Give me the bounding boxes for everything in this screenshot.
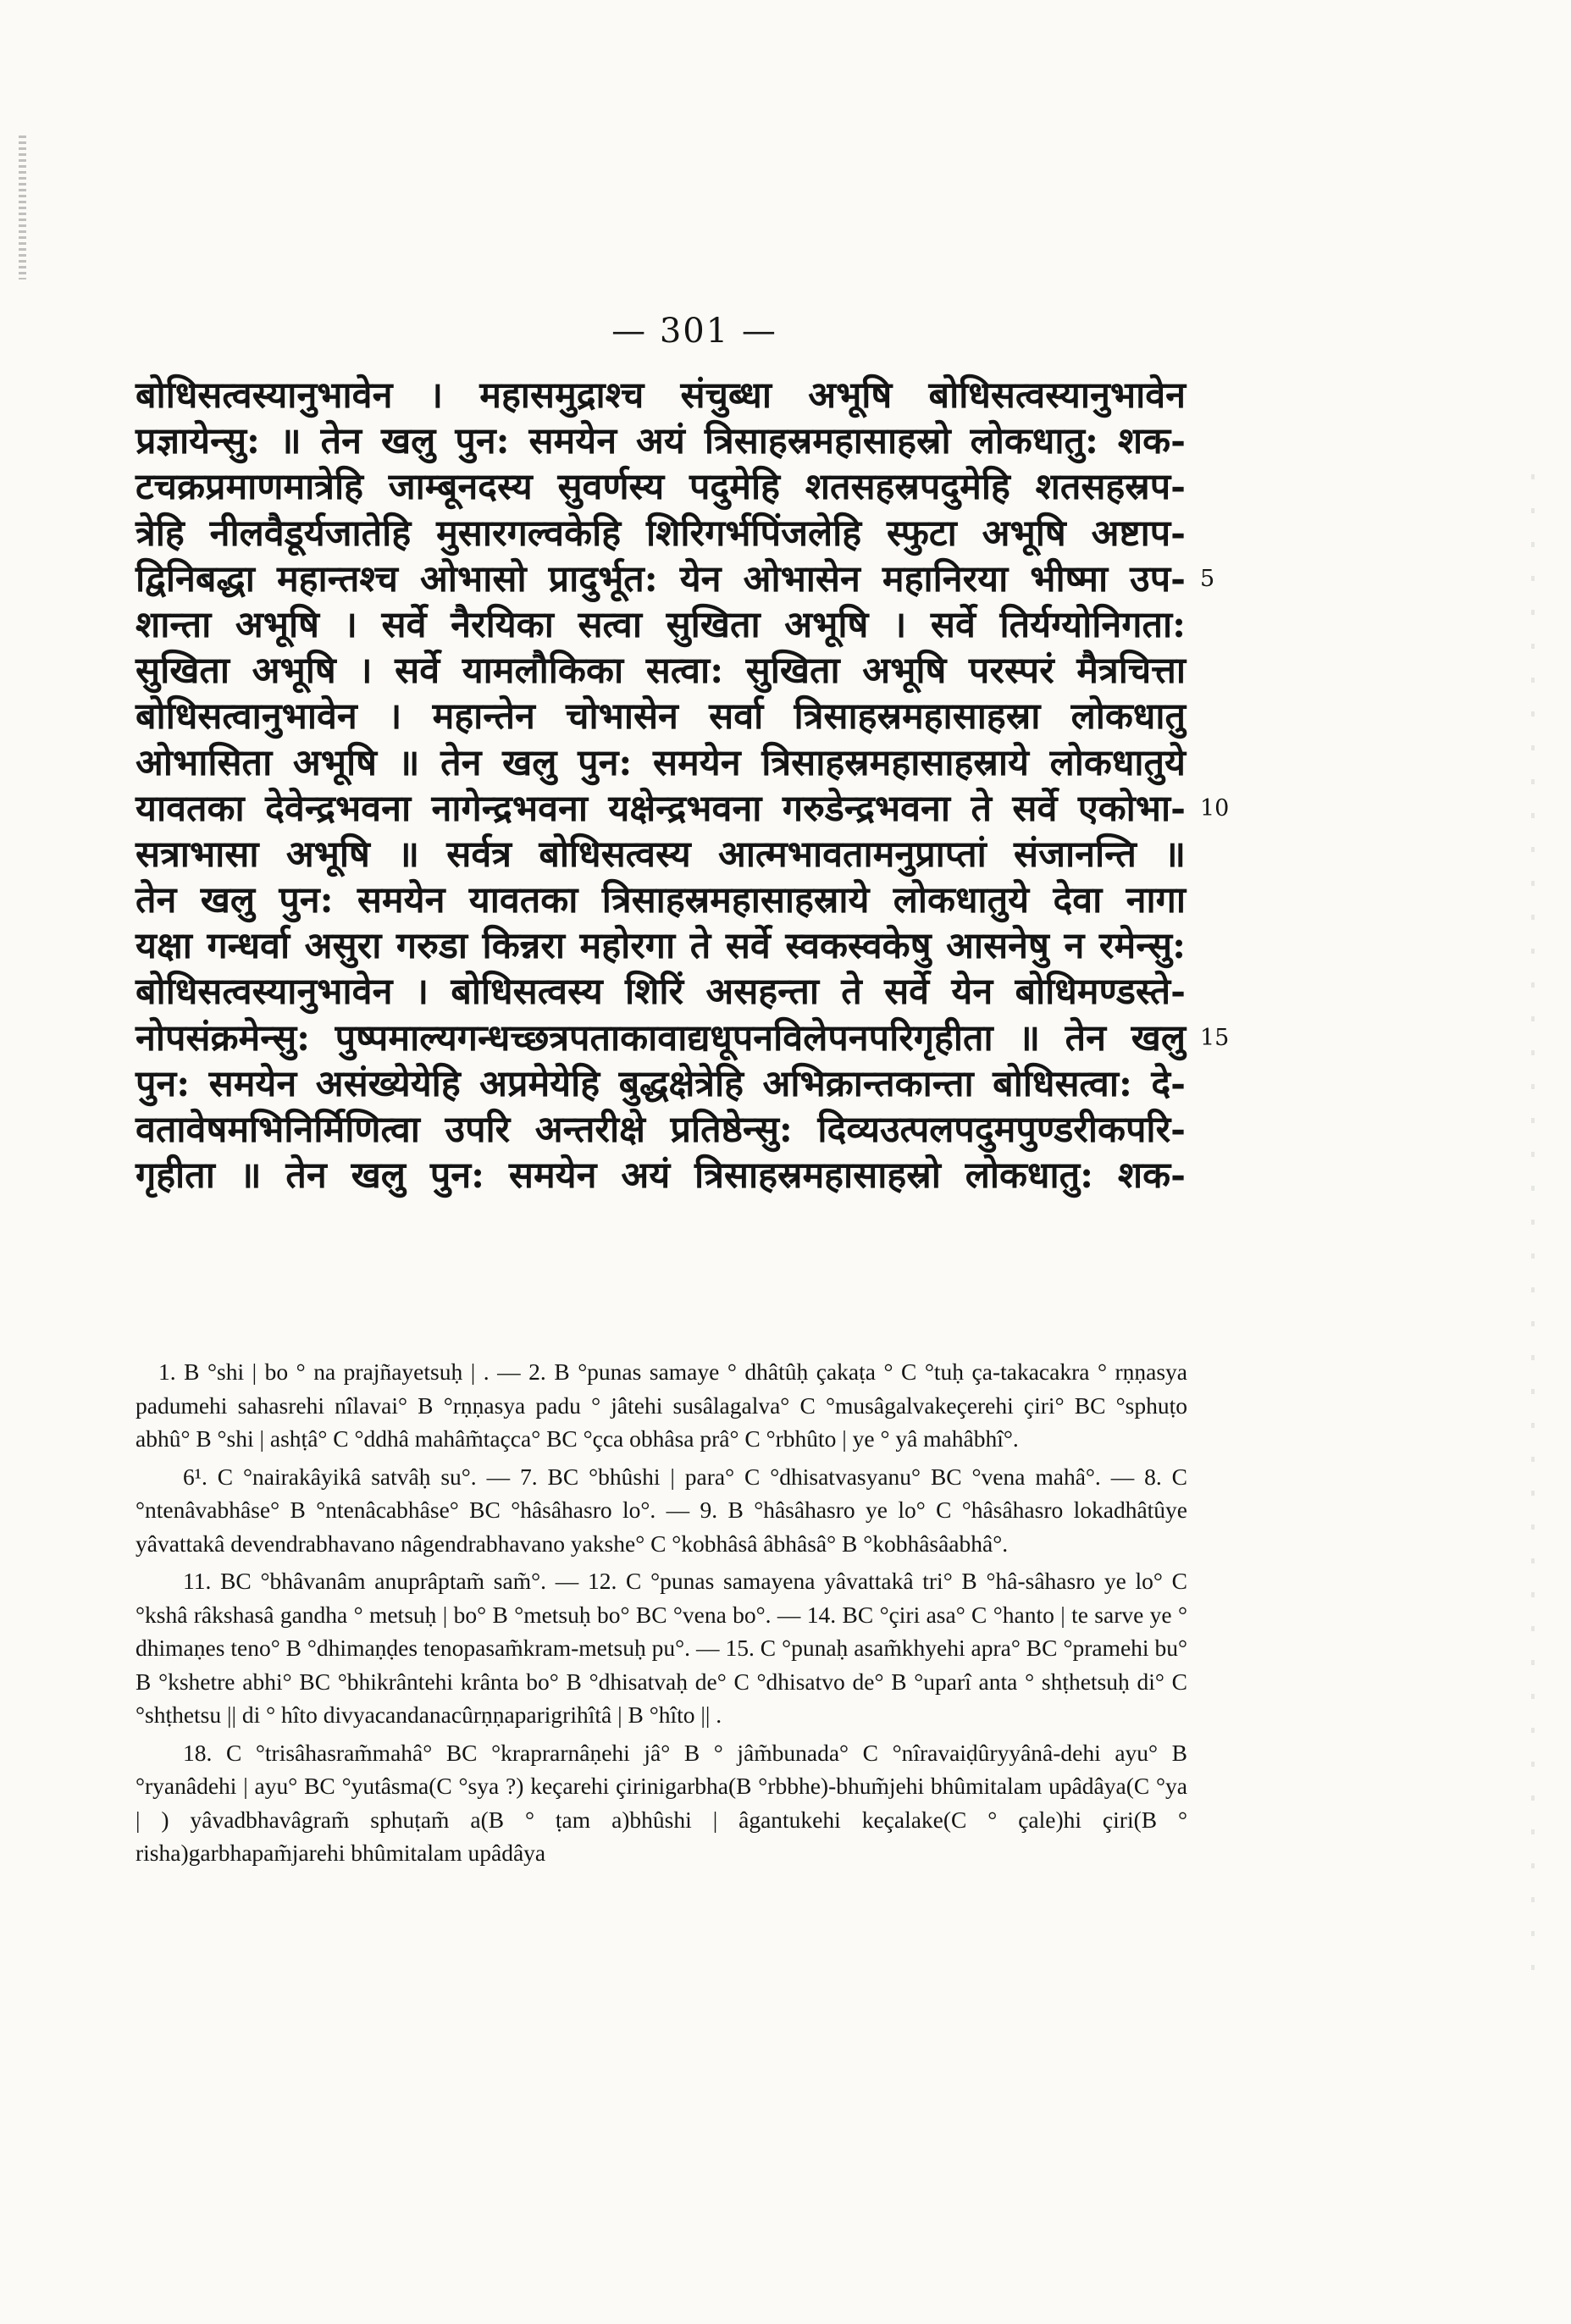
footnote-paragraph: 11. BC °bhâvanâm anuprâptam̃ sam̃°. — 12. C °punas samayena yâvattakâ tri° B °hâ-sâhasro ye lo° C °kshâ râkshasâ gandha ° metsuḥ | bo° B °metsuḥ bo° BC °vena bo°. — 14. BC °çiri asa° C °hanto | te sarve ye ° dhimaṇes teno° B °dhimaṇḍes tenopasam̃kram-metsuḥ pu°. — 15. C °punaḥ asam̃khyehi apra° BC °pramehi bu° B °kshetre abhi° BC °bhikrântehi krânta bo° B °dhisatvaḥ de° C °dhisatvo de° B °uparî anta ° shṭhetsuḥ di° C °shṭhetsu || di ° hîto divyacandanacûrṇṇaparigrihîtâ | B °hîto || .	[136, 1568, 1187, 1728]
line-text: पुन: समयेन असंख्येयेहि अप्रमेयेहि बुद्धक्षेत्रेहि अभिक्रान्तकान्ता बोधिसत्वा: दे-	[136, 1062, 1186, 1105]
line-text: टचक्रप्रमाणमात्रेहि जाम्बूनदस्य सुवर्णस्य पदुमेहि शतसहस्रपदुमेहि शतसहस्रप-	[136, 466, 1186, 509]
page-edge-mark	[1531, 474, 1535, 1999]
line-text: गृहीता ॥ तेन खलु पुन: समयेन अयं त्रिसाहस्रमहासाहस्रो लोकधातु: शक-	[136, 1154, 1186, 1198]
line-text: सुखिता अभूषि । सर्वे यामलौकिका सत्वा: सुखिता अभूषि परस्परं मैत्रचित्ता	[136, 650, 1186, 693]
footnote-paragraph: 1. B °shi | bo ° na prajñayetsuḥ | . — 2. B °punas samaye ° dhâtûḥ çakaṭa ° C °tuḥ ça-takacakra ° rṇṇasya padumehi sahasrehi nîlavai° B °rṇṇasya padu ° jâtehi susâlagalva° C °musâgalvakeçerehi çiri° BC °sphuṭo abhû° B °shi | ashṭâ° C °ddhâ mahâm̃taçca° BC °çca obhâsa prâ° C °rbhûto | ye ° yâ mahâbhî°.	[136, 1358, 1187, 1452]
text-line	[136, 1015, 1230, 1061]
line-text: यावतका देवेन्द्रभवना नागेन्द्रभवना यक्षेन्द्रभवना गरुडेन्द्रभवना ते सर्वे एकोभा-	[136, 787, 1186, 830]
text-line	[136, 418, 1186, 464]
text-line	[136, 877, 1186, 923]
sanskrit-text-block	[136, 373, 1230, 1198]
line-text: बोधिसत्वानुभावेन । महान्तेन चोभासेन सर्वा त्रिसाहस्रमहासाहस्रा लोकधातु	[136, 695, 1186, 739]
footnote-paragraph: 6¹. C °nairakâyikâ satvâḥ su°. — 7. BC °bhûshi | para° C °dhisatvasyanu° BC °vena mahâ°. — 8. C °ntenâvabhâse° B °ntenâcabhâse° BC °hâsâhasro lo°. — 9. B °hâsâhasro ye lo° C °hâsâhasro lokadhâtûye yâvattakâ devendrabhavano nâgendrabhavano yakshe° C °kobhâsâ âbhâsâ° B °kobhâsâabhâ°.	[136, 1463, 1187, 1557]
line-text: बोधिसत्वस्यानुभावेन । महासमुद्राश्च संचुब्धा अभूषि बोधिसत्वस्यानुभावेन	[136, 374, 1186, 417]
text-line	[136, 786, 1230, 832]
text-line	[136, 464, 1186, 510]
line-text: प्रज्ञायेन्सु: ॥ तेन खलु पुन: समयेन अयं त्रिसाहस्रमहासाहस्रो लोकधातु: शक-	[136, 420, 1186, 463]
text-line	[136, 1153, 1186, 1198]
line-text: त्रेहि नीलवैडूर्यजातेहि मुसारगल्वकेहि शिरिगर्भपिंजलेहि स्फुटा अभूषि अष्टाप-	[136, 512, 1186, 555]
line-text: द्विनिबद्धा महान्तश्च ओभासो प्रादुर्भूत: येन ओभासेन महानिरया भीष्मा उप-	[136, 557, 1186, 600]
line-text: वतावेषमभिनिर्मिणित्वा उपरि अन्तरीक्षे प्रतिष्ठेन्सु: दिव्यउत्पलपदुमपुण्डरीकपरि-	[136, 1109, 1186, 1151]
line-number: 5	[1200, 565, 1215, 592]
text-line	[136, 1061, 1186, 1107]
line-text: नोपसंक्रमेन्सु: पुष्पमाल्यगन्धच्छत्रपताकावाद्यधूपनविलेपनपरिगृहीता ॥ तेन खलु	[136, 1016, 1186, 1060]
text-line	[136, 648, 1186, 694]
line-text: यक्षा गन्धर्वा असुरा गरुडा किन्नरा महोरगा ते सर्वे स्वकस्वकेषु आसनेषु न रमेन्सु:	[136, 925, 1186, 968]
text-line	[136, 740, 1186, 786]
line-text: शान्ता अभूषि । सर्वे नैरयिका सत्वा सुखिता अभूषि । सर्वे तिर्यग्योनिगता:	[136, 603, 1186, 646]
line-text: तेन खलु पुन: समयेन यावतका त्रिसाहस्रमहासाहस्राये लोकधातुये देवा नागा	[136, 879, 1186, 922]
line-text: ओभासिता अभूषि ॥ तेन खलु पुन: समयेन त्रिसाहस्रमहासाहस्राये लोकधातुये	[136, 741, 1186, 784]
text-line	[136, 832, 1186, 877]
line-number: 15	[1200, 1024, 1230, 1051]
text-line	[136, 1107, 1186, 1153]
line-text: बोधिसत्वस्यानुभावेन । बोधिसत्वस्य शिरिं असहन्ता ते सर्वे येन बोधिमण्डस्ते-	[136, 971, 1186, 1014]
text-line	[136, 511, 1186, 556]
text-line	[136, 602, 1186, 648]
page-edge-mark	[19, 136, 26, 279]
line-number: 10	[1200, 794, 1230, 822]
text-line	[136, 694, 1186, 739]
line-text: सत्राभासा अभूषि ॥ सर्वत्र बोधिसत्वस्य आत्मभावतामनुप्राप्तां संजानन्ति ॥	[136, 833, 1186, 876]
text-line	[136, 373, 1186, 418]
text-line	[136, 923, 1186, 969]
text-line	[136, 969, 1186, 1015]
footnote-paragraph: 18. C °trisâhasram̃mahâ° BC °kraprarnâṇehi jâ° B ° jâm̃bunada° C °nîravaiḍûryyânâ-dehi ayu° B °ryanâdehi | ayu° BC °yutâsma(C °sya ?) keçarehi çirinigarbha(B °rbbhe)-bhum̃jehi bhûmitalam upâdâya(C °ya | ) yâvadbhavâgram̃ sphuṭam̃ a(B ° ṭam a)bhûshi | âgantukehi keçalake(C ° çale)hi çiri(B ° risha)garbhapam̃jarehi bhûmitalam upâdâya	[136, 1739, 1187, 1866]
text-line	[136, 556, 1215, 602]
variant-readings-notes	[136, 1355, 1187, 1874]
page-number: — 301 —	[611, 312, 777, 351]
